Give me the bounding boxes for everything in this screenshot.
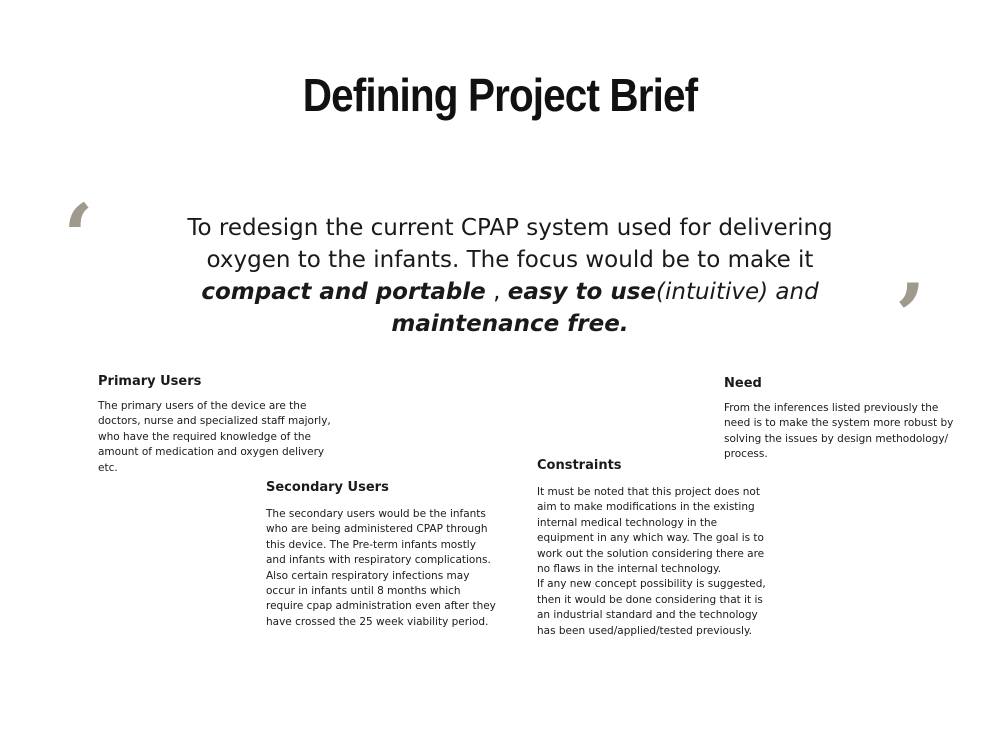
section-body: The secondary users would be the infants who are being administered CPAP through this device. The Pre-term infants mostly and infants with respiratory complications. [266,508,491,567]
constraints-section [537,458,769,639]
project-brief-statement [180,212,840,340]
section-body: Also certain respiratory infections may occur in infants until 8 months which require cpap administration even after they have crossed the 25 week viability period. [266,569,496,628]
section-heading: Secondary Users [266,480,389,495]
section-heading: Primary Users [98,374,202,389]
primary-users-section [98,374,338,476]
section-heading: Need [724,376,762,391]
section-body: From the inferences listed previously the need is to make the system more robust by solving the issues by design methodology/ process. [724,402,954,461]
page-title: Defining Project Brief [302,69,698,121]
section-heading: Constraints [537,458,622,473]
section-body: If any new concept possibility is suggested, then it would be done considering that it is an industrial standard and the technology has been used/applied/tested previously. [537,578,766,637]
open-quote-mark: ‘ [63,184,94,288]
brief-emphasis-maintenance: maintenance free. [391,311,629,337]
close-quote-mark: ’ [895,264,926,368]
section-body: It must be noted that this project does not aim to make modifications in the existing internal medical technology in the equipment in any which way. The goal is to work out the solution considering there are no flaws in the internal technology. [537,486,765,576]
brief-emphasis-compact: compact and portable [201,279,486,305]
brief-emphasis-easy: easy to use [507,279,657,305]
brief-text-part: To redesign the current CPAP system used for delivering oxygen to the infants. The focus would be to make it [187,215,833,273]
section-body: The primary users of the device are the doctors, nurse and specialized staff majorly, who have the required knowledge of the amount of medication and oxygen delivery etc. [98,400,331,474]
brief-text-part: , [485,279,508,305]
brief-italic-intuitive: (intuitive) and [656,279,819,305]
secondary-users-section [266,480,498,630]
need-section [724,376,964,463]
